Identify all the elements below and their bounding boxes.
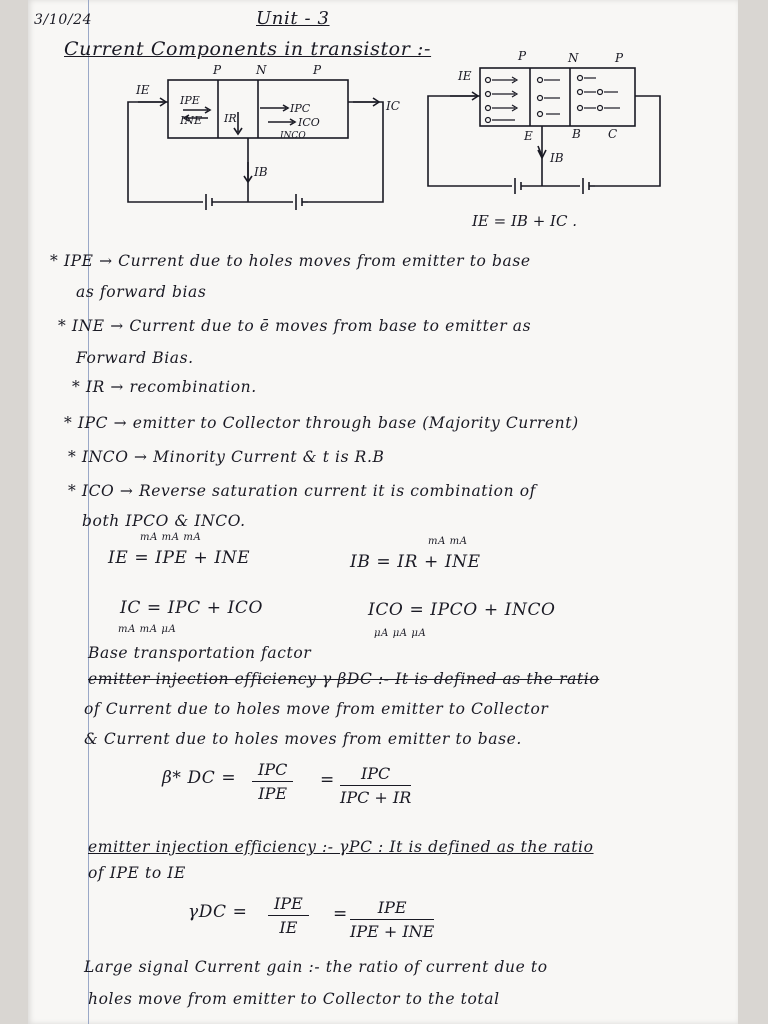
terminal-b: B (572, 127, 581, 141)
label-ine: INE (180, 114, 202, 127)
beta-num-2: IPC (340, 764, 411, 786)
definition-ine-line1: * INE → Current due to ē moves from base to emitter as (58, 317, 532, 335)
gamma-lhs: γDC = (188, 902, 248, 922)
base-transport-heading: Base transportation factor (88, 644, 312, 662)
units-ic: mA mA μA (118, 624, 177, 635)
units-ico: μA μA μA (374, 628, 427, 639)
right-region-n: N (568, 51, 579, 65)
large-signal-line2: holes move from emitter to Collector to the total (88, 990, 500, 1008)
terminal-c: C (608, 127, 618, 141)
equation-ie: IE = IPE + INE (108, 548, 251, 568)
label-ie: IE (136, 83, 150, 97)
beta-den-2: IPC + IR (340, 788, 412, 807)
terminal-e: E (524, 129, 533, 143)
gamma-fraction-2 (350, 898, 434, 941)
label-ib: IB (254, 165, 268, 179)
right-region-p2: P (615, 51, 624, 65)
definition-ine-line2: Forward Bias. (76, 349, 194, 367)
gamma-fraction-1 (268, 894, 309, 937)
gamma-num-2: IPE (350, 898, 434, 920)
beta-num-1: IPC (252, 760, 293, 782)
gamma-num-1: IPE (268, 894, 309, 916)
equation-ico: ICO = IPCO + INCO (368, 600, 556, 620)
gamma-den-1: IE (279, 918, 298, 937)
unit-title: Unit - 3 (256, 8, 330, 29)
label-inco: INCO (280, 131, 306, 141)
region-p1: P (213, 63, 222, 77)
definition-ico-line2: both IPCO & INCO. (82, 512, 246, 530)
large-signal-line1: Large signal Current gain :- the ratio of current due to (84, 958, 548, 976)
gamma-heading: emitter injection efficiency :- γPC : It is defined as the ratio (88, 838, 594, 856)
beta-lhs: β* DC = (162, 768, 237, 788)
definition-line-b: & Current due to holes moves from emitter to base. (84, 730, 522, 748)
definition-ir: * IR → recombination. (72, 378, 257, 396)
right-label-ib: IB (550, 151, 564, 165)
right-label-ie: IE (458, 69, 472, 83)
beta-fraction-1 (252, 760, 293, 803)
region-n: N (256, 63, 267, 77)
label-ipe: IPE (180, 94, 200, 107)
right-region-p1: P (518, 49, 527, 63)
definition-ipe-line1: * IPE → Current due to holes moves from emitter to base (50, 252, 531, 270)
equation-ic: IC = IPC + ICO (120, 598, 264, 618)
transistor-flow-diagram (420, 46, 720, 236)
emitter-injection-struck: emitter injection efficiency γ βDC :- It is defined as the ratio (88, 670, 600, 688)
label-ipc: IPC (290, 102, 311, 115)
units-ie: mA mA mA (140, 532, 202, 543)
notebook-page (28, 0, 738, 1024)
date: 3/10/24 (34, 12, 93, 28)
equation-ib: IB = IR + INE (350, 552, 481, 572)
equals-sign-2: = (333, 904, 348, 924)
page-heading: Current Components in transistor :- (64, 38, 432, 60)
definition-line-a: of Current due to holes move from emitter to Collector (84, 700, 549, 718)
equals-sign: = (320, 770, 335, 790)
transistor-current-diagram (108, 62, 408, 232)
definition-ipe-line2: as forward bias (76, 283, 207, 301)
label-ico: ICO (298, 116, 320, 129)
kcl-equation: IE = IB + IC . (472, 212, 577, 230)
gamma-den-2: IPE + INE (350, 922, 435, 941)
gamma-line: of IPE to IE (88, 864, 186, 882)
definition-ipc: * IPC → emitter to Collector through base (Majority Current) (64, 414, 579, 432)
region-p2: P (313, 63, 322, 77)
beta-fraction-2 (340, 764, 411, 807)
label-ir: IR (224, 112, 237, 125)
definition-ico-line1: * ICO → Reverse saturation current it is combination of (68, 482, 536, 500)
beta-den-1: IPE (258, 784, 288, 803)
units-ib: mA mA (428, 536, 468, 547)
label-ic: IC (386, 99, 400, 113)
definition-inco: * INCO → Minority Current & t is R.B (68, 448, 385, 466)
